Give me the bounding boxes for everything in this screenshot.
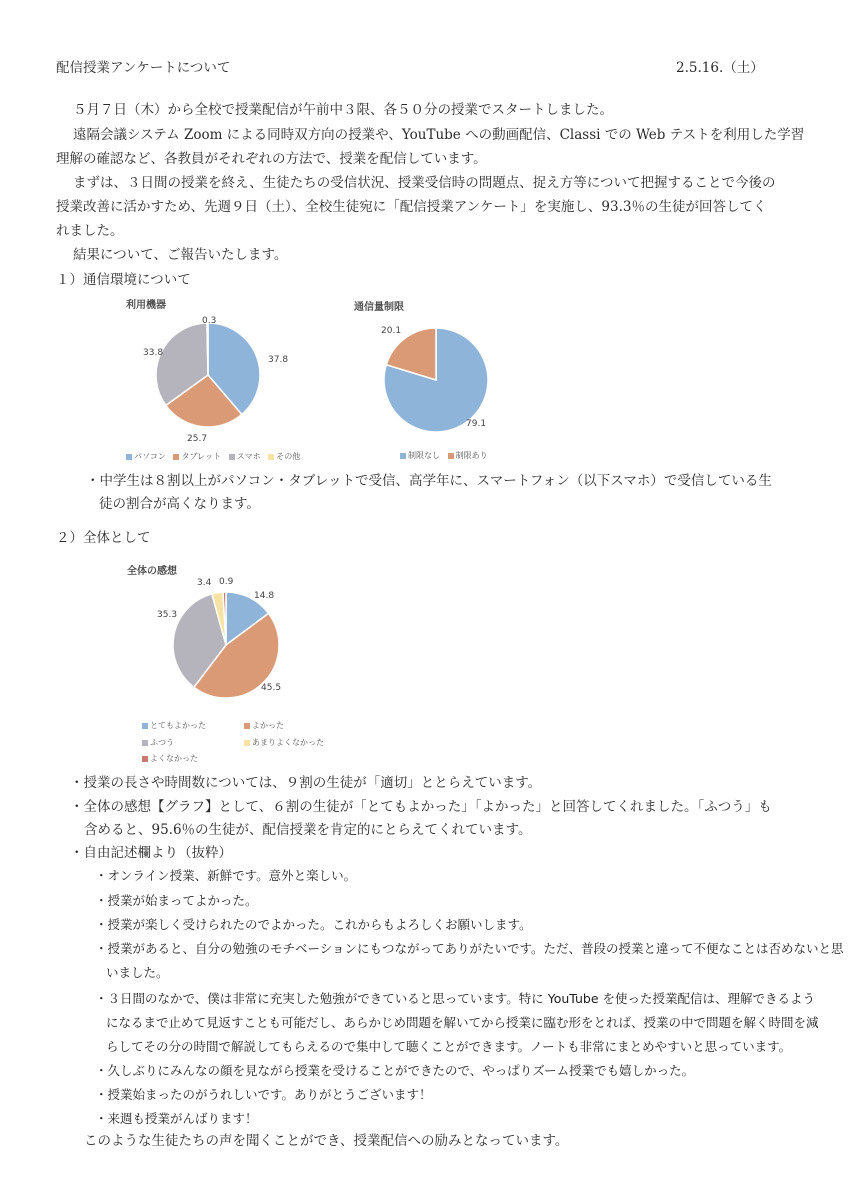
comment: ・授業始まったのがうれしいです。ありがとうございます！ bbox=[95, 1087, 432, 1102]
data-label: 35.3 bbox=[157, 610, 178, 620]
data-label: 45.5 bbox=[261, 683, 282, 693]
legend-item: パソコン bbox=[126, 452, 166, 461]
pie-slice-4 bbox=[207, 323, 208, 375]
intro-line: 理解の確認など、各教員がそれぞれの方法で、授業を配信しています。 bbox=[56, 151, 487, 167]
comment: ・授業が楽しく受けられたのでよかった。これからもよろしくお願いします。 bbox=[95, 917, 532, 932]
data-label: 79.1 bbox=[466, 419, 487, 429]
chart-legend bbox=[126, 451, 300, 462]
legend-item: とてもよかった bbox=[142, 720, 206, 731]
legend-item: よかった bbox=[244, 720, 284, 731]
comment: ・来週も授業がんばります！ bbox=[95, 1111, 258, 1126]
comment: ・授業があると、自分の勉強のモチベーションにもつながってありがたいです。ただ、普段の授業と違って不便なことは否めないと思 bbox=[95, 941, 844, 956]
intro-line: まずは、３日間の授業を終え、生徒たちの受信状況、授業受信時の問題点、捉え方等について把握することで今後の bbox=[73, 175, 776, 191]
section-heading: ２）全体として bbox=[56, 530, 151, 546]
section-heading: １）通信環境について bbox=[56, 272, 191, 288]
section1-note: 徒の割合が高くなります。 bbox=[99, 496, 260, 512]
chart-legend bbox=[400, 450, 488, 461]
legend-item: その他 bbox=[268, 452, 300, 461]
chart-title: 通信量制限 bbox=[354, 302, 404, 313]
intro-line: 遠隔会議システム Zoom による同時双方向の授業や、YouTube への動画配信、Classi での Web テストを利用した学習 bbox=[73, 127, 805, 143]
section2-bullet: 含めると、95.6％の生徒が、配信授業を肯定的にとらえてくれています。 bbox=[84, 822, 532, 838]
legend-item: 制限なし bbox=[400, 451, 440, 460]
intro-line: 授業改善に活かすため、先週９日（土）、全校生徒宛に「配信授業アンケート」を実施し、93.3％の生徒が回答してく bbox=[56, 199, 767, 215]
data-label: 25.7 bbox=[187, 434, 208, 444]
legend-item: あまりよくなかった bbox=[244, 737, 324, 748]
chart-overall bbox=[120, 555, 340, 770]
page-title: 配信授業アンケートについて bbox=[56, 60, 231, 76]
comment: ・授業が始まってよかった。 bbox=[95, 893, 258, 908]
comment: ・久しぶりにみんなの顔を見ながら授業を受けることができたので、やっぱりズーム授業でも嬉しかった。 bbox=[95, 1063, 695, 1078]
data-label: 3.4 bbox=[197, 578, 212, 588]
data-label: 20.1 bbox=[381, 326, 402, 336]
section2-bullet: ・授業の長さや時間数については、９割の生徒が「適切」ととらえています。 bbox=[70, 775, 542, 791]
comment: らしてその分の時間で解説してもらえるので集中して聴くことができます。ノートも非常にまとめやすいと思っています。 bbox=[106, 1039, 792, 1054]
chart-devices bbox=[118, 290, 308, 465]
legend-item: スマホ bbox=[229, 452, 261, 461]
section2-bullet: ・全体の感想【グラフ】として、６割の生徒が「とてもよかった」「よかった」と回答してくれました。「ふつう」も bbox=[70, 799, 772, 815]
closing-text: このような生徒たちの声を聞くことができ、授業配信への励みとなっています。 bbox=[84, 1133, 569, 1149]
chart-title: 全体の感想 bbox=[127, 566, 177, 577]
data-label: 0.9 bbox=[219, 577, 234, 587]
legend-item: ふつう bbox=[142, 737, 174, 748]
legend-item: タブレット bbox=[173, 452, 221, 461]
comment: ・オンライン授業、新鮮です。意外と楽しい。 bbox=[95, 868, 357, 883]
legend-item: よくなかった bbox=[142, 753, 198, 764]
date: 2.5.16.（土） bbox=[676, 60, 764, 76]
legend-item: 制限あり bbox=[448, 451, 488, 460]
intro-line: 結果について、ご報告いたします。 bbox=[73, 247, 288, 263]
data-label: 0.3 bbox=[202, 316, 217, 326]
comment: になるまで止めて見返すことも可能だし、あらかじめ問題を解いてから授業に臨む形をとれば、授業の中で問題を解く時間を減 bbox=[106, 1015, 819, 1030]
data-label: 37.8 bbox=[268, 355, 289, 365]
comment: ・３日間のなかで、僕は非常に充実した勉強ができていると思っています。特に YouTube を使った授業配信は、理解できるよう bbox=[95, 991, 816, 1006]
section2-bullet: ・自由記述欄より（抜粋） bbox=[70, 845, 232, 861]
pie-chart-data-limit bbox=[344, 292, 534, 467]
chart-title: 利用機器 bbox=[126, 300, 166, 311]
data-label: 33.8 bbox=[143, 348, 164, 358]
intro-line: れました。 bbox=[56, 223, 124, 239]
chart-data-limit bbox=[344, 292, 534, 467]
data-label: 14.8 bbox=[254, 591, 275, 601]
intro-line: ５月７日（木）から全校で授業配信が午前中３限、各５０分の授業でスタートしました。 bbox=[73, 102, 613, 118]
section1-note: ・中学生は８割以上がパソコン・タブレットで受信、高学年に、スマートフォン（以下スマホ）で受信している生 bbox=[86, 473, 772, 489]
comment: いました。 bbox=[106, 965, 169, 980]
